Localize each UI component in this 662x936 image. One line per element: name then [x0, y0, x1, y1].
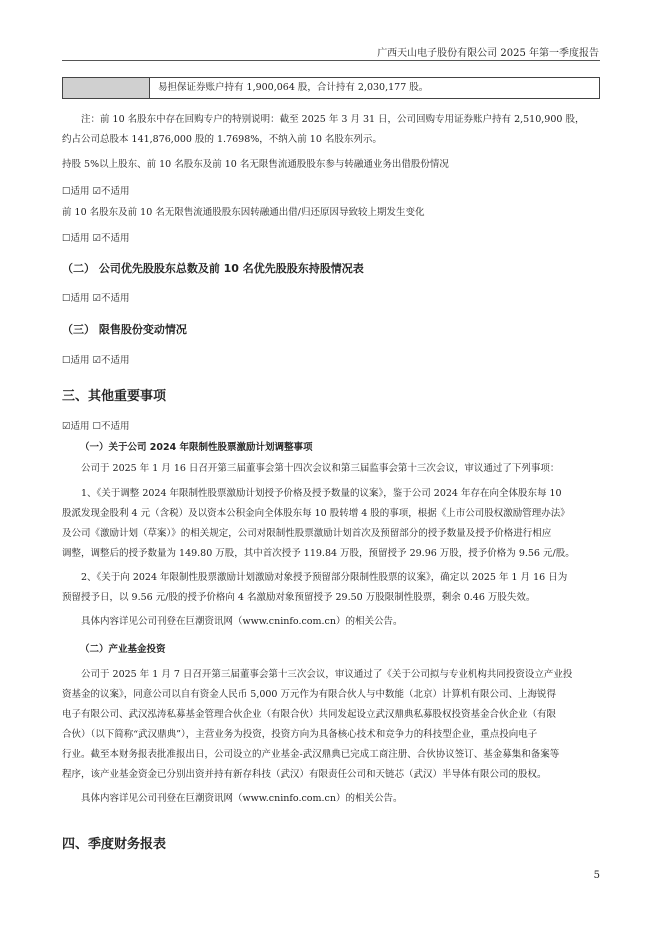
incentive-item-1-line-3: 及公司《激励计划（草案）》的相关规定，公司对限制性股票激励计划首次及预留部分的授予数量及授予价格进行相应 — [62, 528, 552, 539]
incentive-reference: 具体内容详见公司刊登在巨潮资讯网（www.cninfo.com.cn）的相关公告。 — [81, 616, 403, 627]
table-cell-text: 易担保证券账户持有 1,900,064 股，合计持有 2,030,177 股。 — [158, 82, 429, 93]
subsection-incentive-heading: （一）关于公司 2024 年限制性股票激励计划调整事项 — [80, 442, 313, 453]
fund-reference: 具体内容详见公司刊登在巨潮资讯网（www.cninfo.com.cn）的相关公告。 — [81, 793, 403, 804]
section-financial-heading: 四、季度财务报表 — [62, 837, 167, 852]
fund-line-4: 合伙）（以下简称“武汉鼎典”），主营业务为投资，投资方向为具备核心技术和竞争力的科技型企业，重点投向电子 — [62, 729, 538, 740]
incentive-item-1-line-1: 1、《关于调整 2024 年限制性股票激励计划授予价格及授予数量的议案》，鉴于公司 2024 年存在向全体股东每 10 — [81, 488, 562, 499]
preferred-checkbox: ☐适用 ☑不适用 — [62, 293, 130, 304]
section-other-heading: 三、其他重要事项 — [62, 389, 167, 404]
section-restricted-heading: （三） 限售股份变动情况 — [62, 323, 187, 336]
note-line-1: 注：前 10 名股东中存在回购专户的特别说明：截至 2025 年 3 月 31 日，公司回购专用证券账户持有 2,510,900 股， — [81, 114, 585, 125]
incentive-item-1-line-2: 股派发现金股利 4 元（含税）及以资本公积金向全体股东每 10 股转增 4 股的事项，根据《上市公司股权激励管理办法》 — [62, 508, 570, 519]
lending-title: 持股 5%以上股东、前 10 名股东及前 10 名无限售流通股股东参与转融通业务出借股份情况 — [62, 159, 449, 170]
other-checkbox: ☑适用 ☐不适用 — [62, 421, 130, 432]
change-checkbox: ☐适用 ☑不适用 — [62, 233, 130, 244]
fund-line-2: 资基金的议案》，同意公司以自有资金人民币 5,000 万元作为有限合伙人与中数能（北京）计算机有限公司、上海锐得 — [62, 689, 556, 700]
note-line-2: 约占公司总股本 141,876,000 股的 1.7698%，不纳入前 10 名股东列示。 — [62, 134, 382, 145]
header-divider — [62, 60, 600, 61]
lending-checkbox: ☐适用 ☑不适用 — [62, 186, 130, 197]
incentive-paragraph-1: 公司于 2025 年 1 月 16 日召开第三届董事会第十四次会议和第三届监事会第十三次会议，审议通过了下列事项： — [81, 463, 560, 474]
change-title: 前 10 名股东及前 10 名无限售流通股股东因转融通出借/归还原因导致较上期发生变化 — [62, 207, 425, 218]
fund-line-5: 行业。截至本财务报表批准报出日，公司设立的产业基金-武汉鼎典已完成工商注册、合伙协议签订、基金募集和备案等 — [62, 749, 560, 760]
shareholder-table-row — [62, 77, 600, 99]
section-preferred-heading: （二） 公司优先股股东总数及前 10 名优先股股东持股情况表 — [62, 262, 364, 275]
page-header: 广西天山电子股份有限公司 2025 年第一季度报告 — [377, 48, 599, 59]
incentive-item-1-line-4: 调整，调整后的授予数量为 149.80 万股，其中首次授予 119.84 万股，预留授予 29.96 万股，授予价格为 9.56 元/股。 — [62, 548, 575, 559]
subsection-fund-heading: （二）产业基金投资 — [80, 644, 166, 655]
table-cell-shaded — [63, 78, 150, 98]
page-number: 5 — [593, 870, 600, 881]
fund-line-3: 电子有限公司、武汉泓涛私募基金管理合伙企业（有限合伙）共同发起设立武汉鼎典私募股权投资基金合伙企业（有限 — [62, 709, 557, 720]
incentive-item-2-line-1: 2、《关于向 2024 年限制性股票激励计划激励对象授予预留部分限制性股票的议案》，确定以 2025 年 1 月 16 日为 — [81, 572, 568, 583]
restricted-checkbox: ☐适用 ☑不适用 — [62, 355, 130, 366]
fund-line-6: 程序，该产业基金资金已分别出资并持有新存科技（武汉）有限责任公司和天链芯（武汉）半导体有限公司的股权。 — [62, 769, 547, 780]
fund-line-1: 公司于 2025 年 1 月 7 日召开第三届董事会第十三次会议，审议通过了《关于公司拟与专业机构共同投资设立产业投 — [81, 669, 573, 680]
incentive-item-2-line-2: 预留授予日，以 9.56 元/股的授予价格向 4 名激励对象预留授予 29.50 万股限制性股票，剩余 0.46 万股失效。 — [62, 592, 536, 603]
